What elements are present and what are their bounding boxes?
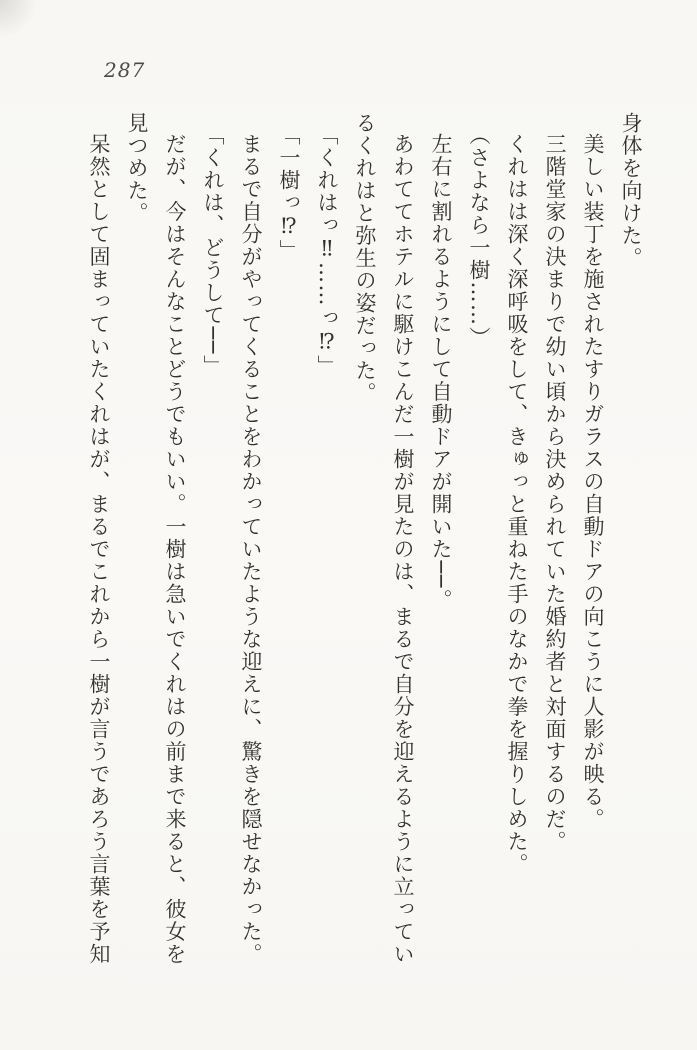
text-column: （さよなら一樹……） bbox=[467, 124, 491, 349]
text-column: あわててホテルに駆けこんだ一樹が見たのは、まるで自分を迎えるように立ってい bbox=[391, 133, 415, 966]
text-column: 身体を向けた。 bbox=[619, 112, 643, 270]
text-column: 美しい装丁を施されたすりガラスの自動ドアの向こうに人影が映る。 bbox=[581, 133, 605, 831]
text-column: くれはは深く深呼吸をして、きゅっと重ねた手のなかで拳を握りしめた。 bbox=[505, 133, 529, 876]
text-block bbox=[80, 112, 650, 994]
text-column: だが、今はそんなことどうでもいい。一樹は急いでくれはの前まで来ると、彼女を bbox=[163, 133, 187, 966]
text-column: 「くれは、どうして──」 bbox=[201, 124, 225, 378]
text-column: 「くれはっ‼……っ⁉」 bbox=[315, 124, 339, 378]
text-column: まるで自分がやってくることをわかっていたような迎えに、驚きを隠せなかった。 bbox=[239, 133, 263, 966]
text-column: 「一樹っ⁉」 bbox=[277, 124, 301, 262]
page-number: 287 bbox=[104, 58, 146, 82]
text-column: 左右に割れるようにして自動ドアが開いた──。 bbox=[429, 133, 453, 612]
text-column: 呆然として固まっていたくれはが、まるでこれから一樹が言うであろう言葉を予知 bbox=[87, 133, 111, 966]
text-column: 見つめた。 bbox=[125, 112, 149, 225]
text-column: 三階堂家の決まりで幼い頃から決められていた婚約者と対面するのだ。 bbox=[543, 133, 567, 853]
text-column: るくれはと弥生の姿だった。 bbox=[353, 112, 377, 405]
